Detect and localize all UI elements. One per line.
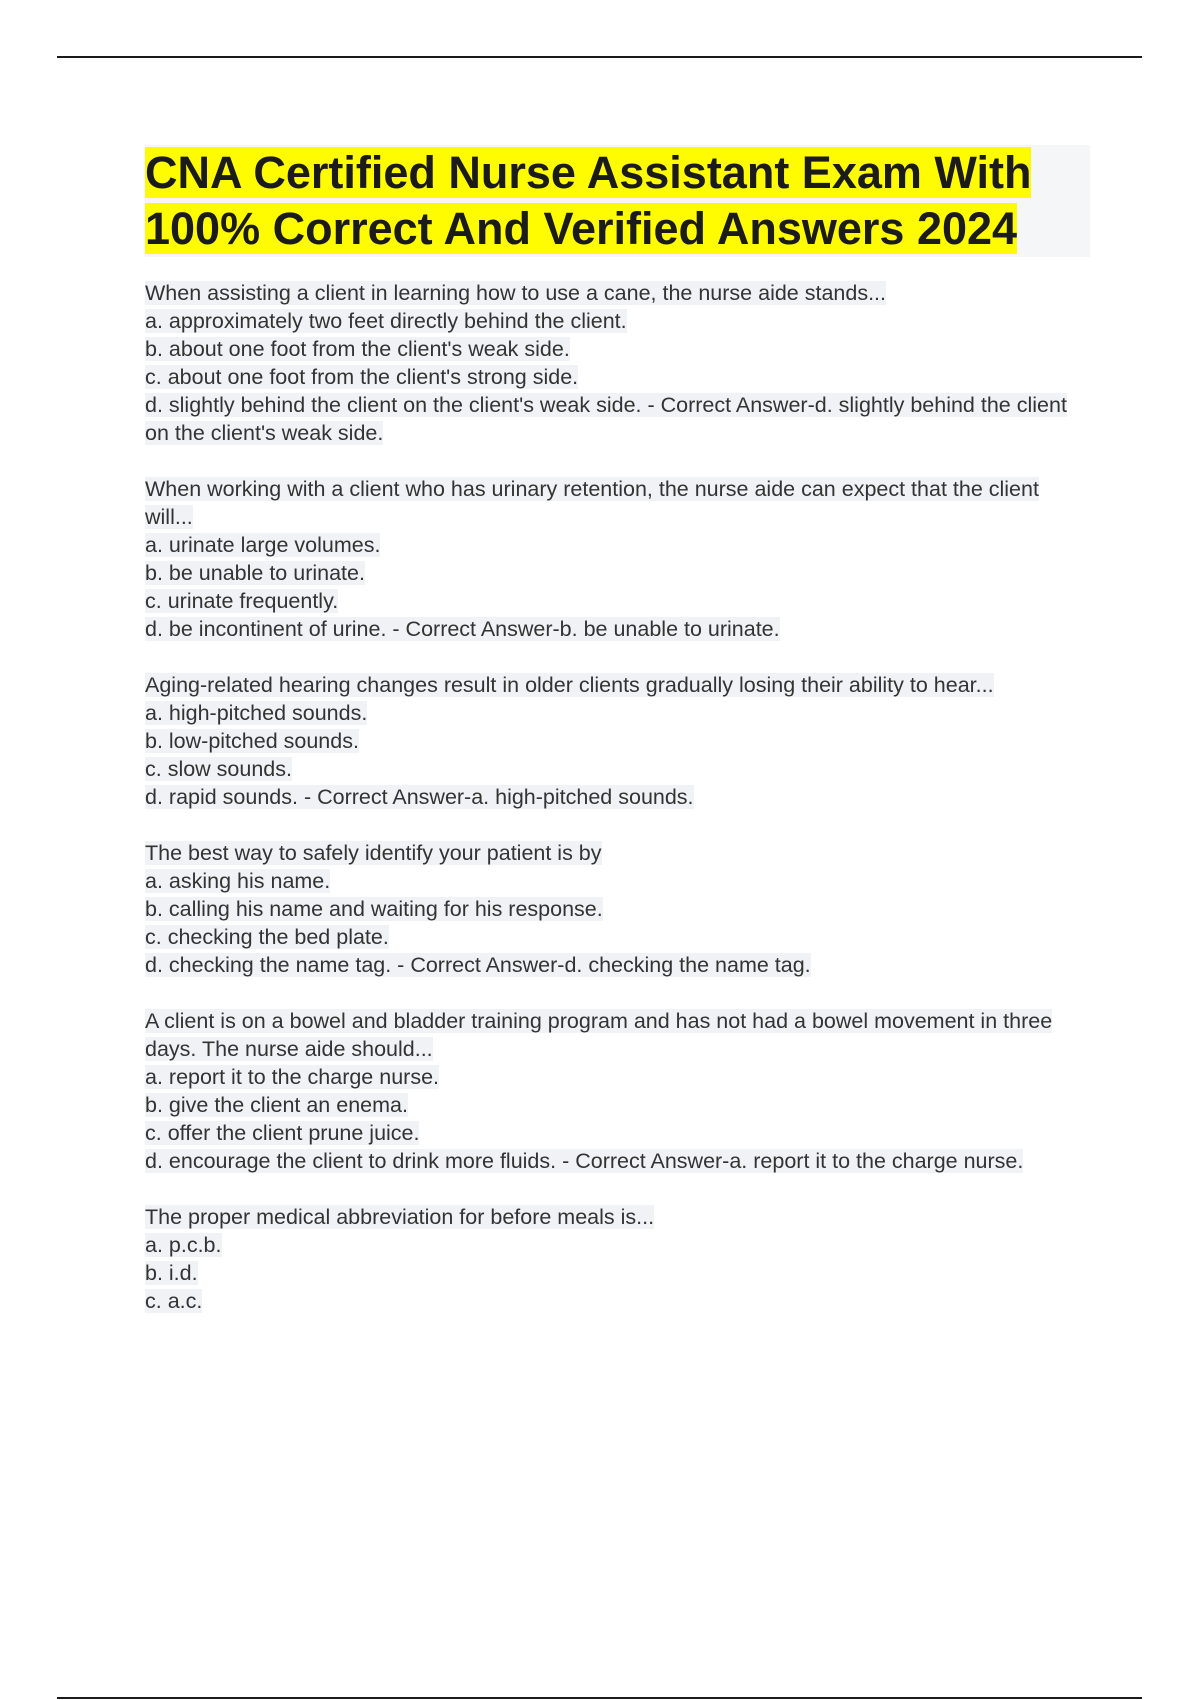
answer-option: c. urinate frequently.: [145, 589, 339, 613]
answer-option: a. urinate large volumes.: [145, 533, 381, 557]
question-prompt: Aging-related hearing changes result in older clients gradually losing their ability to hear...: [145, 673, 994, 697]
question-6: [145, 1203, 1090, 1315]
answer-option: a. report it to the charge nurse.: [145, 1065, 439, 1089]
document-title-text: CNA Certified Nurse Assistant Exam With 100% Correct And Verified Answers 2024: [145, 147, 1032, 254]
answer-option-with-correct-answer: d. be incontinent of urine. - Correct Answer-b. be unable to urinate.: [145, 617, 780, 641]
question-5: [145, 1007, 1090, 1175]
answer-option: a. approximately two feet directly behind the client.: [145, 309, 627, 333]
top-rule: [57, 56, 1142, 58]
answer-option: c. about one foot from the client's strong side.: [145, 365, 579, 389]
document-body: [145, 145, 1090, 1343]
answer-option: b. calling his name and waiting for his response.: [145, 897, 603, 921]
question-prompt: When assisting a client in learning how to use a cane, the nurse aide stands...: [145, 281, 886, 305]
question-prompt: The best way to safely identify your patient is by: [145, 841, 602, 865]
question-prompt: The proper medical abbreviation for before meals is...: [145, 1205, 655, 1229]
answer-option: a. high-pitched sounds.: [145, 701, 368, 725]
question-4: [145, 839, 1090, 979]
question-3: [145, 671, 1090, 811]
question-prompt: When working with a client who has urinary retention, the nurse aide can expect that the client will...: [145, 477, 1039, 529]
answer-option: b. i.d.: [145, 1261, 198, 1285]
question-1: [145, 279, 1090, 447]
document-title: [145, 145, 1090, 257]
answer-option: c. checking the bed plate.: [145, 925, 389, 949]
answer-option: b. about one foot from the client's weak side.: [145, 337, 570, 361]
answer-option: a. p.c.b.: [145, 1233, 222, 1257]
answer-option: c. a.c.: [145, 1289, 203, 1313]
answer-option: b. low-pitched sounds.: [145, 729, 359, 753]
answer-option: a. asking his name.: [145, 869, 331, 893]
answer-option: c. offer the client prune juice.: [145, 1121, 420, 1145]
bottom-rule: [57, 1697, 1142, 1699]
answer-option: b. give the client an enema.: [145, 1093, 408, 1117]
question-prompt: A client is on a bowel and bladder training program and has not had a bowel movement in three days. The nurse aide should...: [145, 1009, 1053, 1061]
answer-option-with-correct-answer: d. rapid sounds. - Correct Answer-a. high-pitched sounds.: [145, 785, 694, 809]
answer-option: b. be unable to urinate.: [145, 561, 365, 585]
answer-option-with-correct-answer: d. slightly behind the client on the client's weak side. - Correct Answer-d. slightly behind the client on the client's weak side.: [145, 393, 1067, 445]
answer-option-with-correct-answer: d. encourage the client to drink more fluids. - Correct Answer-a. report it to the charge nurse.: [145, 1149, 1024, 1173]
answer-option: c. slow sounds.: [145, 757, 292, 781]
answer-option-with-correct-answer: d. checking the name tag. - Correct Answer-d. checking the name tag.: [145, 953, 811, 977]
question-2: [145, 475, 1090, 643]
title-block: [145, 145, 1090, 257]
